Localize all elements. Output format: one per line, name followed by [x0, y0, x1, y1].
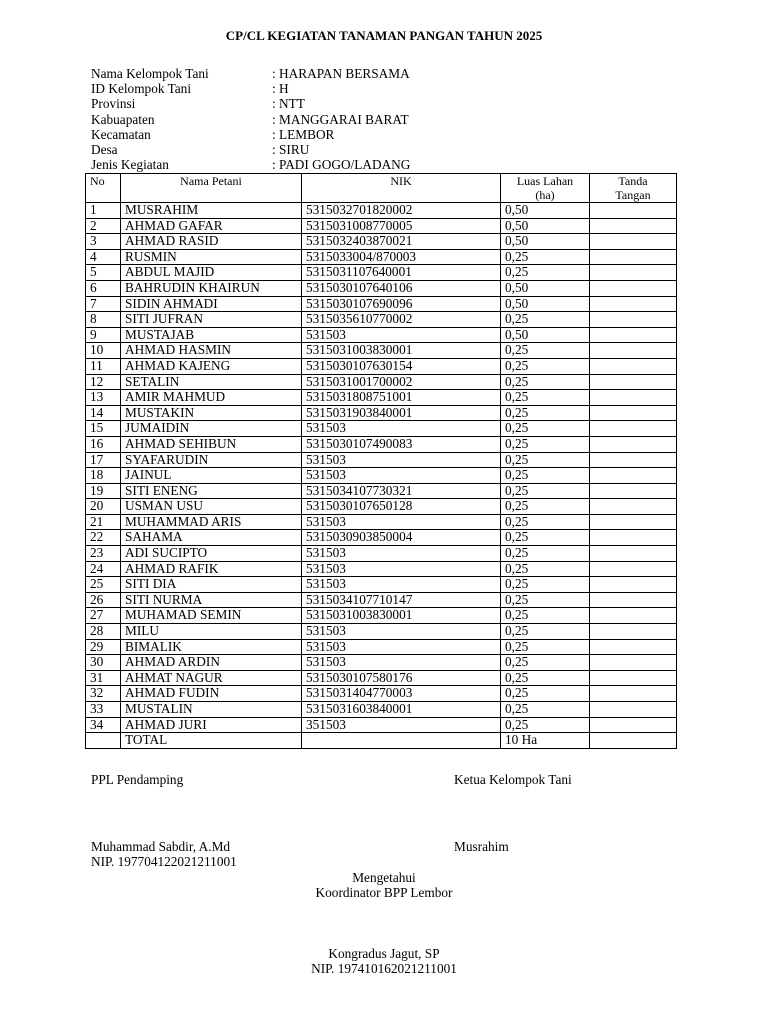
- row-no: 9: [86, 327, 121, 343]
- info-value: : LEMBOR: [272, 126, 335, 142]
- table-row: [86, 499, 677, 515]
- row-nama: SIDIN AHMADI: [121, 296, 302, 312]
- row-no: 7: [86, 296, 121, 312]
- row-luas: 0,25: [501, 358, 590, 374]
- table-row: [86, 405, 677, 421]
- row-luas: 0,25: [501, 249, 590, 265]
- table-row: [86, 374, 677, 390]
- row-luas: 0,50: [501, 203, 590, 219]
- row-luas: 0,25: [501, 577, 590, 593]
- info-label: ID Kelompok Tani: [91, 81, 192, 97]
- row-signature: [590, 296, 677, 312]
- ppl-nip: NIP. 197704122021211001: [91, 854, 237, 869]
- row-no: 20: [86, 499, 121, 515]
- table-row: [86, 717, 677, 733]
- row-no: 8: [86, 312, 121, 328]
- row-no: 16: [86, 436, 121, 452]
- row-signature: [590, 577, 677, 593]
- row-signature: [590, 203, 677, 219]
- row-luas: 0,25: [501, 702, 590, 718]
- table-row: [86, 702, 677, 718]
- row-signature: [590, 234, 677, 250]
- row-nik: 5315031903840001: [302, 405, 501, 421]
- row-signature: [590, 561, 677, 577]
- table-row: [86, 655, 677, 671]
- row-luas: 0,25: [501, 717, 590, 733]
- row-nama: AMIR MAHMUD: [121, 390, 302, 406]
- row-nik: 5315034107730321: [302, 483, 501, 499]
- table-row: [86, 343, 677, 359]
- row-no: 3: [86, 234, 121, 250]
- table-row: [86, 421, 677, 437]
- row-luas: 0,25: [501, 374, 590, 390]
- row-nama: AHMAT NAGUR: [121, 670, 302, 686]
- row-nama: AHMAD ARDIN: [121, 655, 302, 671]
- row-signature: [590, 592, 677, 608]
- row-nama: SETALIN: [121, 374, 302, 390]
- row-no: 15: [86, 421, 121, 437]
- row-nama: AHMAD HASMIN: [121, 343, 302, 359]
- row-no: 22: [86, 530, 121, 546]
- row-signature: [590, 327, 677, 343]
- row-luas: 0,25: [501, 624, 590, 640]
- row-luas: 0,25: [501, 499, 590, 515]
- total-no-cell: [86, 733, 121, 749]
- row-signature: [590, 265, 677, 281]
- row-nama: AHMAD RASID: [121, 234, 302, 250]
- row-signature: [590, 483, 677, 499]
- row-no: 31: [86, 670, 121, 686]
- row-nik: 531503: [302, 421, 501, 437]
- table-row: [86, 327, 677, 343]
- row-signature: [590, 546, 677, 562]
- table-row: [86, 577, 677, 593]
- row-no: 6: [86, 280, 121, 296]
- table-row: [86, 312, 677, 328]
- farmer-table: [85, 173, 677, 749]
- row-nama: MUHAMAD SEMIN: [121, 608, 302, 624]
- row-luas: 0,25: [501, 421, 590, 437]
- row-luas: 0,25: [501, 265, 590, 281]
- row-signature: [590, 655, 677, 671]
- row-no: 30: [86, 655, 121, 671]
- row-no: 18: [86, 468, 121, 484]
- row-luas: 0,25: [501, 452, 590, 468]
- document-title: CP/CL KEGIATAN TANAMAN PANGAN TAHUN 2025: [225, 28, 543, 43]
- row-nik: 531503: [302, 327, 501, 343]
- row-no: 25: [86, 577, 121, 593]
- row-nik: 5315030107640106: [302, 280, 501, 296]
- row-signature: [590, 436, 677, 452]
- row-nik: 531503: [302, 655, 501, 671]
- row-nama: SITI DIA: [121, 577, 302, 593]
- ppl-name: Muhammad Sabdir, A.Md: [91, 839, 231, 854]
- row-signature: [590, 280, 677, 296]
- row-nik: 5315031003830001: [302, 608, 501, 624]
- row-nama: SITI JUFRAN: [121, 312, 302, 328]
- total-row: [86, 733, 677, 749]
- row-nik: 531503: [302, 624, 501, 640]
- header-nik: NIK: [302, 174, 501, 203]
- info-value: : SIRU: [272, 141, 310, 157]
- row-no: 4: [86, 249, 121, 265]
- table-row: [86, 468, 677, 484]
- row-luas: 0,25: [501, 546, 590, 562]
- row-signature: [590, 390, 677, 406]
- row-no: 12: [86, 374, 121, 390]
- row-no: 13: [86, 390, 121, 406]
- row-nama: JUMAIDIN: [121, 421, 302, 437]
- row-no: 14: [86, 405, 121, 421]
- header-nama: Nama Petani: [121, 174, 302, 203]
- row-no: 23: [86, 546, 121, 562]
- table-row: [86, 390, 677, 406]
- row-luas: 0,25: [501, 468, 590, 484]
- row-no: 29: [86, 639, 121, 655]
- row-nama: BAHRUDIN KHAIRUN: [121, 280, 302, 296]
- row-signature: [590, 468, 677, 484]
- row-nama: AHMAD FUDIN: [121, 686, 302, 702]
- table-row: [86, 530, 677, 546]
- row-nik: 531503: [302, 514, 501, 530]
- total-value: 10 Ha: [501, 733, 590, 749]
- row-nama: ABDUL MAJID: [121, 265, 302, 281]
- row-nama: MUSTAJAB: [121, 327, 302, 343]
- row-luas: 0,50: [501, 234, 590, 250]
- row-signature: [590, 343, 677, 359]
- row-signature: [590, 499, 677, 515]
- row-nik: 5315030107650128: [302, 499, 501, 515]
- total-nik-cell: [302, 733, 501, 749]
- koordinator-nip: NIP. 197410162021211001: [311, 961, 457, 976]
- row-nik: 5315031001700002: [302, 374, 501, 390]
- row-nama: SAHAMA: [121, 530, 302, 546]
- row-no: 26: [86, 592, 121, 608]
- row-nama: MILU: [121, 624, 302, 640]
- koordinator-title: Koordinator BPP Lembor: [315, 885, 453, 900]
- row-nama: RUSMIN: [121, 249, 302, 265]
- ketua-title: Ketua Kelompok Tani: [454, 772, 572, 787]
- row-signature: [590, 358, 677, 374]
- row-nama: USMAN USU: [121, 499, 302, 515]
- row-nik: 5315030903850004: [302, 530, 501, 546]
- table-row: [86, 546, 677, 562]
- row-nik: 5315030107630154: [302, 358, 501, 374]
- info-label: Desa: [91, 141, 118, 157]
- row-signature: [590, 624, 677, 640]
- row-nama: JAINUL: [121, 468, 302, 484]
- row-signature: [590, 670, 677, 686]
- info-label: Provinsi: [91, 96, 136, 112]
- table-row: [86, 483, 677, 499]
- table-header-row: [86, 174, 677, 203]
- info-value: : NTT: [272, 96, 305, 112]
- row-signature: [590, 405, 677, 421]
- row-nik: 5315031404770003: [302, 686, 501, 702]
- table-row: [86, 686, 677, 702]
- row-signature: [590, 374, 677, 390]
- row-luas: 0,25: [501, 670, 590, 686]
- row-nama: ADI SUCIPTO: [121, 546, 302, 562]
- row-no: 2: [86, 218, 121, 234]
- table-row: [86, 624, 677, 640]
- info-value: : H: [272, 81, 289, 97]
- row-nik: 5315033004/870003: [302, 249, 501, 265]
- row-signature: [590, 717, 677, 733]
- row-nama: BIMALIK: [121, 639, 302, 655]
- row-luas: 0,25: [501, 639, 590, 655]
- row-no: 1: [86, 203, 121, 219]
- row-nama: MUHAMMAD ARIS: [121, 514, 302, 530]
- ppl-title: PPL Pendamping: [91, 772, 184, 787]
- row-nik: 5315032701820002: [302, 203, 501, 219]
- row-signature: [590, 608, 677, 624]
- info-value: : PADI GOGO/LADANG: [272, 157, 411, 173]
- row-luas: 0,25: [501, 655, 590, 671]
- info-label: Nama Kelompok Tani: [91, 66, 209, 81]
- row-luas: 0,25: [501, 405, 590, 421]
- row-no: 33: [86, 702, 121, 718]
- info-label: Jenis Kegiatan: [91, 157, 169, 173]
- row-nik: 531503: [302, 546, 501, 562]
- row-nik: 531503: [302, 468, 501, 484]
- row-nama: MUSTALIN: [121, 702, 302, 718]
- row-nama: AHMAD JURI: [121, 717, 302, 733]
- row-nik: 5315031008770005: [302, 218, 501, 234]
- row-luas: 0,25: [501, 686, 590, 702]
- row-luas: 0,25: [501, 530, 590, 546]
- table-row: [86, 218, 677, 234]
- row-nama: SITI NURMA: [121, 592, 302, 608]
- row-nik: 5315035610770002: [302, 312, 501, 328]
- table-row: [86, 358, 677, 374]
- row-signature: [590, 421, 677, 437]
- ketua-name: Musrahim: [454, 839, 509, 854]
- row-nik: 5315031603840001: [302, 702, 501, 718]
- table-row: [86, 670, 677, 686]
- table-row: [86, 249, 677, 265]
- row-signature: [590, 686, 677, 702]
- table-row: [86, 436, 677, 452]
- row-signature: [590, 639, 677, 655]
- row-signature: [590, 249, 677, 265]
- row-nama: AHMAD GAFAR: [121, 218, 302, 234]
- header-luas: Luas Lahan (ha): [501, 174, 590, 203]
- table-row: [86, 514, 677, 530]
- info-label: Kabuapaten: [91, 111, 155, 127]
- row-luas: 0,25: [501, 312, 590, 328]
- row-nik: 5315031003830001: [302, 343, 501, 359]
- row-nama: AHMAD KAJENG: [121, 358, 302, 374]
- row-no: 32: [86, 686, 121, 702]
- row-signature: [590, 514, 677, 530]
- total-label: TOTAL: [121, 733, 302, 749]
- row-luas: 0,50: [501, 280, 590, 296]
- table-row: [86, 280, 677, 296]
- table-row: [86, 592, 677, 608]
- row-nik: 531503: [302, 452, 501, 468]
- koordinator-name: Kongradus Jagut, SP: [328, 946, 440, 961]
- row-no: 11: [86, 358, 121, 374]
- row-nama: AHMAD SEHIBUN: [121, 436, 302, 452]
- row-nik: 531503: [302, 577, 501, 593]
- table-body: [86, 203, 677, 733]
- row-luas: 0,50: [501, 218, 590, 234]
- mengetahui-label: Mengetahui: [352, 870, 416, 885]
- row-nama: MUSTAKIN: [121, 405, 302, 421]
- row-luas: 0,25: [501, 343, 590, 359]
- row-no: 24: [86, 561, 121, 577]
- table-row: [86, 561, 677, 577]
- row-nik: 531503: [302, 639, 501, 655]
- row-nik: 5315031808751001: [302, 390, 501, 406]
- row-nama: AHMAD RAFIK: [121, 561, 302, 577]
- row-luas: 0,25: [501, 390, 590, 406]
- row-nama: SITI ENENG: [121, 483, 302, 499]
- row-nik: 5315030107580176: [302, 670, 501, 686]
- row-no: 19: [86, 483, 121, 499]
- row-luas: 0,50: [501, 327, 590, 343]
- row-luas: 0,25: [501, 436, 590, 452]
- row-signature: [590, 312, 677, 328]
- table-row: [86, 234, 677, 250]
- row-no: 10: [86, 343, 121, 359]
- row-no: 17: [86, 452, 121, 468]
- row-no: 28: [86, 624, 121, 640]
- row-nik: 5315031107640001: [302, 265, 501, 281]
- row-no: 34: [86, 717, 121, 733]
- header-tanda-tangan: Tanda Tangan: [590, 174, 677, 203]
- row-signature: [590, 218, 677, 234]
- row-luas: 0,50: [501, 296, 590, 312]
- row-nik: 5315030107690096: [302, 296, 501, 312]
- row-nik: 531503: [302, 561, 501, 577]
- row-luas: 0,25: [501, 483, 590, 499]
- row-nama: MUSRAHIM: [121, 203, 302, 219]
- row-luas: 0,25: [501, 514, 590, 530]
- total-signature-cell: [590, 733, 677, 749]
- row-signature: [590, 452, 677, 468]
- row-nik: 5315030107490083: [302, 436, 501, 452]
- table-row: [86, 639, 677, 655]
- row-luas: 0,25: [501, 608, 590, 624]
- row-nama: SYAFARUDIN: [121, 452, 302, 468]
- row-nik: 5315032403870021: [302, 234, 501, 250]
- table-row: [86, 452, 677, 468]
- row-nik: 5315034107710147: [302, 592, 501, 608]
- info-value: : HARAPAN BERSAMA: [272, 66, 410, 81]
- row-no: 21: [86, 514, 121, 530]
- header-no: No: [86, 174, 121, 203]
- table-row: [86, 296, 677, 312]
- row-no: 5: [86, 265, 121, 281]
- row-no: 27: [86, 608, 121, 624]
- table-row: [86, 608, 677, 624]
- row-luas: 0,25: [501, 592, 590, 608]
- info-label: Kecamatan: [91, 126, 151, 142]
- info-value: : MANGGARAI BARAT: [272, 111, 409, 127]
- row-luas: 0,25: [501, 561, 590, 577]
- table-row: [86, 265, 677, 281]
- row-nik: 351503: [302, 717, 501, 733]
- row-signature: [590, 530, 677, 546]
- table-row: [86, 203, 677, 219]
- row-signature: [590, 702, 677, 718]
